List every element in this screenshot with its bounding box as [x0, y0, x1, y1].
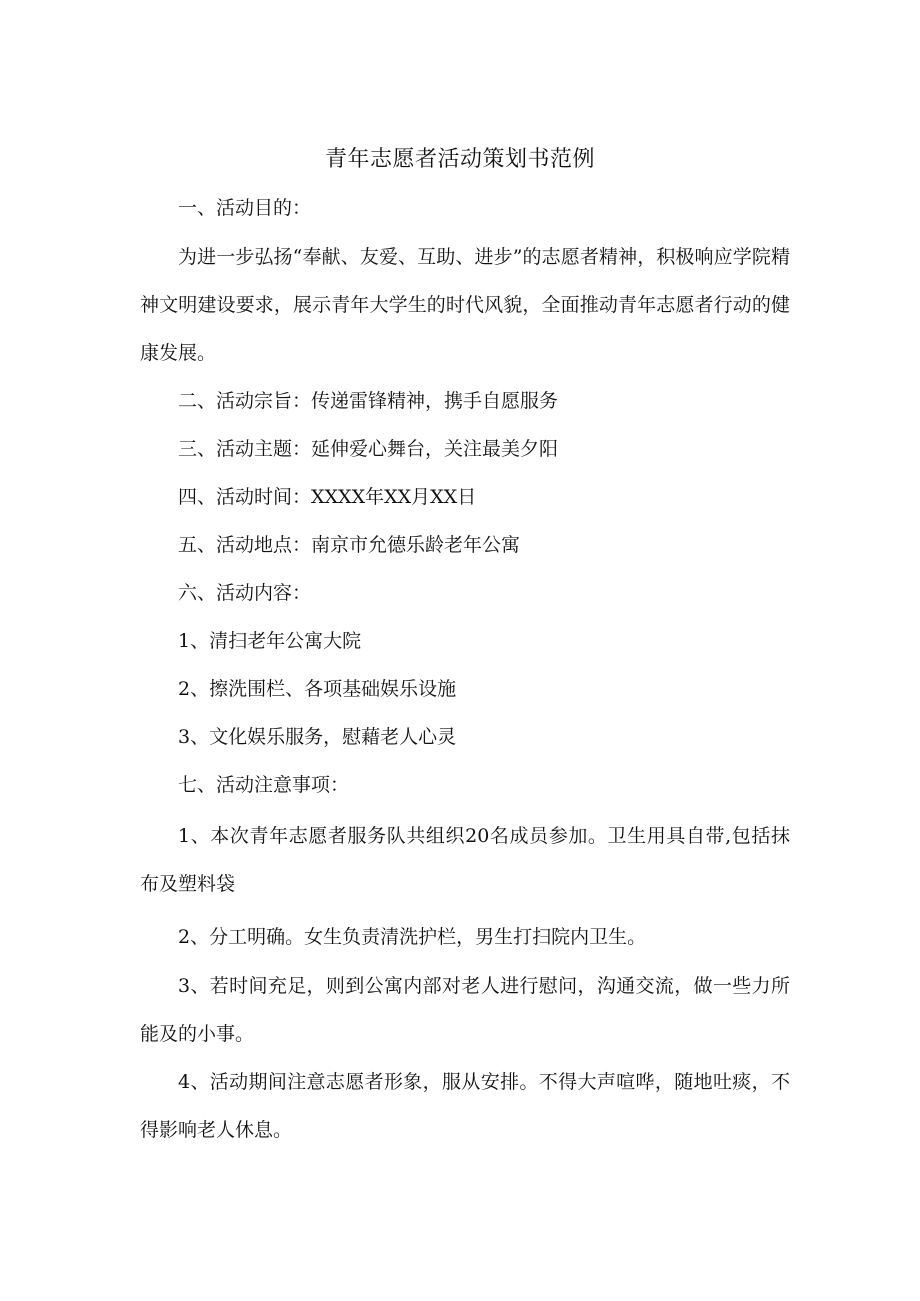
section-heading-purpose: 一、活动目的：	[178, 197, 312, 219]
content-item: 3、文化娱乐服务，慰藉老人心灵	[178, 726, 457, 748]
document-title: 青年志愿者活动策划书范例	[324, 147, 595, 172]
section-location: 五、活动地点：南京市允德乐龄老年公寓	[178, 534, 521, 556]
notes-item: 1、本次青年志愿者服务队共组织20名成员参加。卫生用具自带,包括抹布及塑料袋	[140, 825, 790, 895]
section-theme: 三、活动主题：延伸爱心舞台，关注最美夕阳	[178, 438, 559, 460]
section-time: 四、活动时间：XXXX年XX月XX日	[178, 486, 477, 508]
notes-item: 4、活动期间注意志愿者形象，服从安排。不得大声喧哗，随地吐痰，不得影响老人休息。	[140, 1071, 790, 1141]
section-tenet: 二、活动宗旨：传递雷锋精神，携手自愿服务	[178, 390, 559, 412]
section-body-purpose: 为进一步弘扬“奉献、友爱、互助、进步”的志愿者精神，积极响应学院精神文明建设要求，展示青年大学生的时代风貌，全面推动青年志愿者行动的健康发展。	[140, 246, 790, 364]
content-item: 2、擦洗围栏、各项基础娱乐设施	[178, 678, 457, 700]
notes-item: 2、分工明确。女生负责清洗护栏，男生打扫院内卫生。	[178, 926, 647, 948]
content-item: 1、清扫老年公寓大院	[178, 630, 362, 652]
notes-item: 3、若时间充足，则到公寓内部对老人进行慰问，沟通交流，做一些力所能及的小事。	[140, 975, 790, 1045]
section-heading-content: 六、活动内容：	[178, 582, 312, 604]
section-heading-notes: 七、活动注意事项：	[178, 774, 350, 796]
